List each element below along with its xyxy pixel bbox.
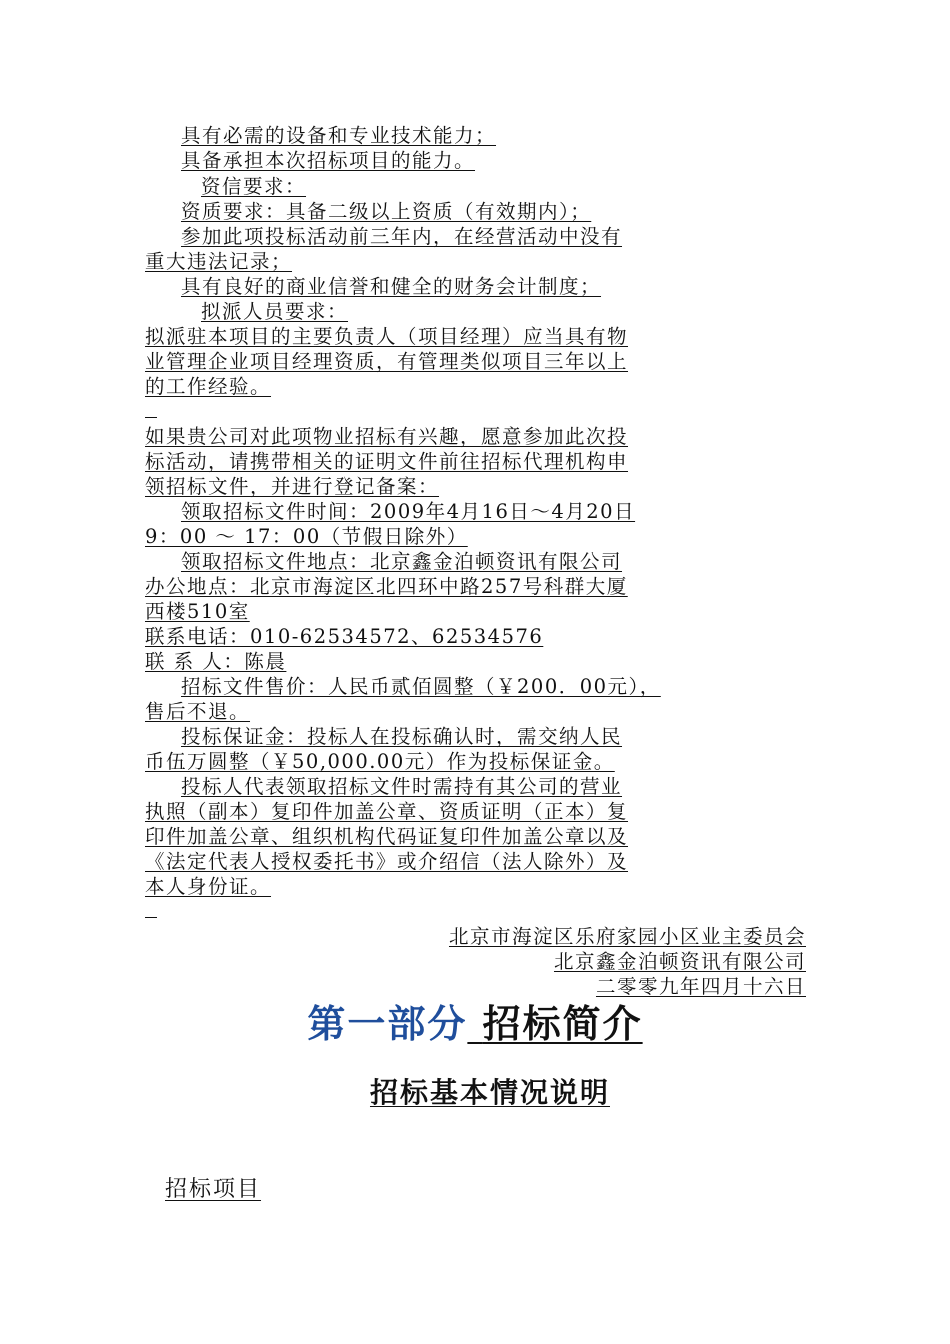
section-heading: 招标项目 [165,1177,262,1202]
line-pickup-time: 领取招标文件时间：2009年4月16日～4月20日 [181,500,636,523]
line-contact: 联 系 人：陈晨 [145,650,287,673]
line-documents-3: 印件加盖公章、组织机构代码证复印件加盖公章以及 [145,825,629,848]
line-reputation: 具有良好的商业信誉和健全的财务会计制度； [181,275,602,298]
part-title-name [467,1002,642,1046]
part-title-name-text: 招标简介 [482,1002,643,1046]
line-price: 招标文件售价：人民币贰佰圆整（￥200．00元）， [181,675,661,698]
line-deposit-2: 币伍万圆整（￥50,000.00元）作为投标保证金。 [145,750,615,773]
subtitle [0,1075,950,1111]
paragraph-mark [145,417,157,418]
line-equipment: 具有必需的设备和专业技术能力； [181,124,497,147]
line-credit-heading: 资信要求： [201,175,307,198]
line-invite-3: 领招标文件，并进行登记备案： [145,475,440,498]
signature-date: 二零零九年四月十六日 [595,975,806,998]
line-phone: 联系电话：010-62534572、62534576 [145,625,544,648]
line-no-violation: 重大违法记录； [145,250,293,273]
subtitle-text: 招标基本情况说明 [369,1076,610,1109]
line-manager-3: 的工作经验。 [145,375,272,398]
line-capability: 具备承担本次招标项目的能力。 [181,149,476,172]
line-manager-1: 拟派驻本项目的主要负责人（项目经理）应当具有物 [145,325,629,348]
line-manager-2: 业管理企业项目经理资质，有管理类似项目三年以上 [145,350,629,373]
line-deposit-1: 投标保证金：投标人在投标确认时，需交纳人民 [181,725,623,748]
line-pickup-place: 领取招标文件地点：北京鑫金泊顿资讯有限公司 [181,550,623,573]
line-room: 西楼510室 [145,600,250,623]
line-office-address: 办公地点：北京市海淀区北四环中路257号科群大厦 [145,575,628,598]
signature-company: 北京鑫金泊顿资讯有限公司 [553,950,806,973]
part-title-number: 第一部分 [307,1002,468,1046]
line-three-years: 参加此项投标活动前三年内，在经营活动中没有 [181,225,623,248]
line-documents-2: 执照（副本）复印件加盖公章、资质证明（正本）复 [145,800,629,823]
line-qualification: 资质要求：具备二级以上资质（有效期内）； [181,200,592,223]
line-invite-1: 如果贵公司对此项物业招标有兴趣，愿意参加此次投 [145,425,629,448]
part-title [0,1000,950,1048]
paragraph-mark [145,917,157,918]
line-invite-2: 标活动，请携带相关的证明文件前往招标代理机构申 [145,450,629,473]
signature-committee: 北京市海淀区乐府家园小区业主委员会 [448,925,806,948]
line-documents-1: 投标人代表领取招标文件时需持有其公司的营业 [181,775,623,798]
line-no-refund: 售后不退。 [145,700,251,723]
line-documents-4: 《法定代表人授权委托书》或介绍信（法人除外）及 [145,850,629,873]
line-documents-5: 本人身份证。 [145,875,272,898]
line-personnel-heading: 拟派人员要求： [201,300,349,323]
line-pickup-hours: 9：00 ～ 17：00（节假日除外） [145,525,468,548]
